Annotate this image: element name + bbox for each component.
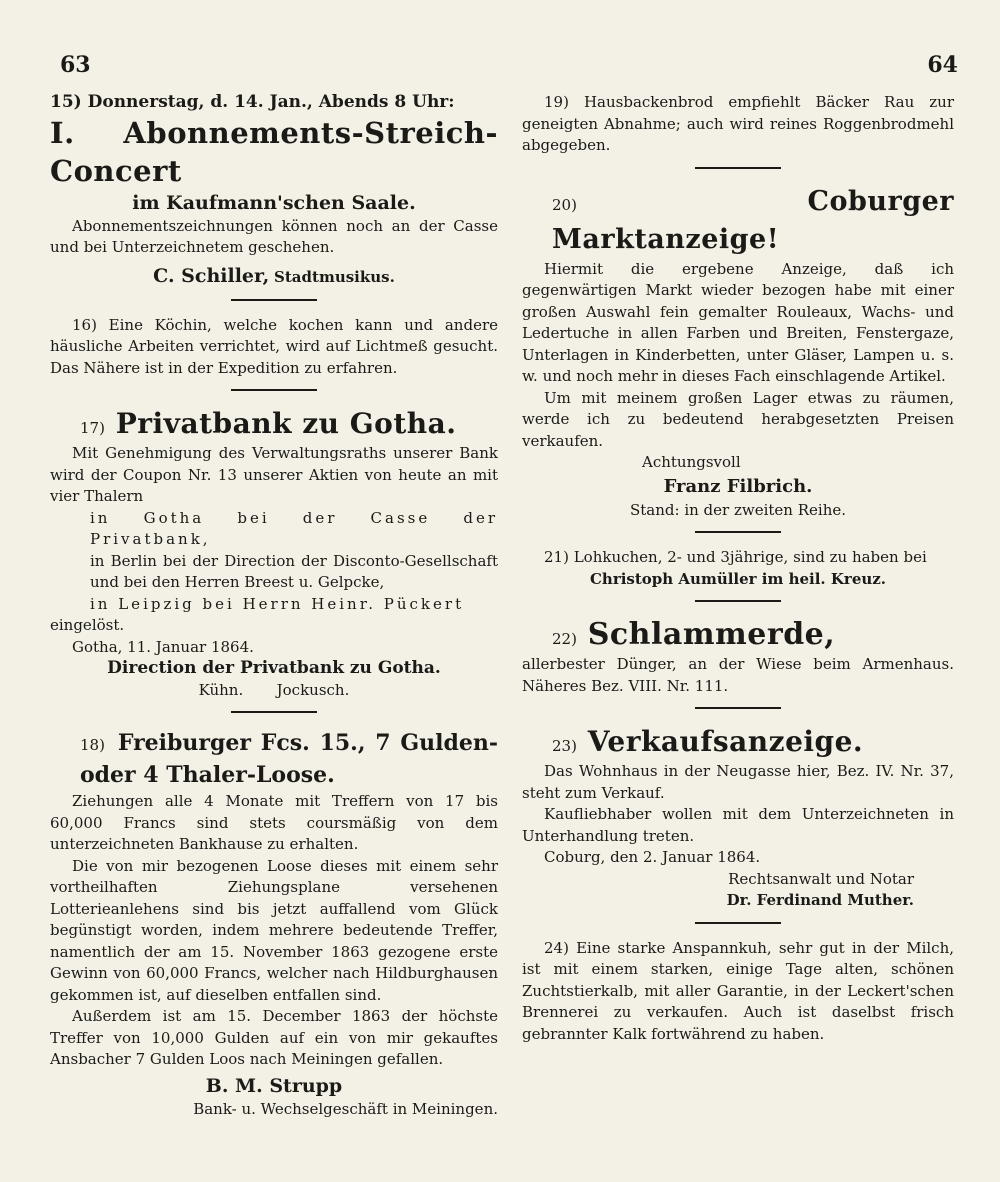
ad-20-number: 20) <box>552 195 577 214</box>
ad-17-gotha: in Gotha bei der Casse der Privatbank, <box>90 508 498 548</box>
ad-22-number: 22) <box>552 630 577 648</box>
ad-17-direction: Direction der Privatbank zu Gotha. <box>107 658 441 678</box>
ad-17-name-kuehn: Kühn. <box>198 680 244 699</box>
separator-rule <box>695 922 781 924</box>
ad-19 <box>522 92 954 157</box>
ad-20-title: Coburger Marktanzeige! <box>552 185 954 255</box>
ad-15-signer: C. Schiller, <box>153 264 270 287</box>
ad-18-para-2: Die von mir bezogenen Loose dieses mit einem sehr vortheilhaften Ziehungsplane versehenen Lotterieanlehens sind bis jetzt auffallend vom Glück begünstigt worden, indem mehrere bedeutende Treffer, namentlich der am 15. November 1863 gezogene erste Gewinn von 60,000 Francs, welcher nach Hildburghausen gekommen ist, auf dieselben entfallen sind. <box>50 856 498 1004</box>
ad-23-para-2: Kaufliebhaber wollen mit dem Unterzeichneten in Unterhandlung treten. <box>522 805 954 845</box>
ad-17-berlin: in Berlin bei der Direction der Disconto-Gesellschaft und bei den Herren Breest u. Gelpcke, <box>90 551 498 591</box>
ad-16 <box>50 315 498 380</box>
ad-16-body: 16) Eine Köchin, welche kochen kann und andere häusliche Arbeiten verrichtet, wird auf Lichtmeß gesucht. Das Nähere ist in der Expedition zu erfahren. <box>50 315 498 377</box>
page-number-right: 64 <box>927 52 958 78</box>
left-column <box>50 92 498 1124</box>
ad-23-para-1: Das Wohnhaus in der Neugasse hier, Bez. IV. Nr. 37, steht zum Verkauf. <box>522 762 954 802</box>
ad-23-date: Coburg, den 2. Januar 1864. <box>544 848 761 866</box>
ad-23-signer: Dr. Ferdinand Muther. <box>726 891 914 909</box>
ad-17 <box>50 405 498 701</box>
ad-23-role: Rechtsanwalt und Notar <box>728 869 914 888</box>
ad-18-para-3: Außerdem ist am 15. December 1863 der höchste Treffer von 10,000 Gulden auf ein von mir gekauftes Ansbacher 7 Gulden Loos nach Meiningen gefallen. <box>50 1007 498 1068</box>
separator-rule <box>231 389 317 391</box>
ad-18-firm: B. M. Strupp <box>205 1074 343 1097</box>
ad-23-title: Verkaufsanzeige. <box>587 725 864 758</box>
ad-22 <box>522 616 954 697</box>
ad-23 <box>522 723 954 912</box>
ad-18-title: Freiburger Fcs. 15., 7 Gulden- oder 4 Thaler-Loose. <box>80 730 498 788</box>
ad-19-body: 19) Hausbackenbrod empfiehlt Bäcker Rau zur geneigten Abnahme; auch wird reines Roggenbrodmehl abgegeben. <box>522 93 954 154</box>
ad-21-signer: Christoph Aumüller im heil. Kreuz. <box>589 569 887 588</box>
ad-17-number: 17) <box>80 419 105 437</box>
ad-20-para-2: Um mit meinem großen Lager etwas zu räumen, werde ich zu bedeutend herabgesetzten Preisen verkaufen. <box>522 388 954 450</box>
separator-rule <box>231 711 317 713</box>
page-number-left: 63 <box>60 52 91 78</box>
ad-20-para-1: Hiermit die ergebene Anzeige, daß ich gegenwärtigen Markt wieder bezogen habe mit einer großen Auswahl fein gemalter Rouleaux, Wachs- und Ledertuche in allen Farben und Breiten, Fenstergaze, Unterlagen in Kinderbetten, unter Gläser, Lampen u. s. w. und noch mehr in dieses Fach einschlagende Artikel. <box>522 259 954 385</box>
separator-rule <box>695 531 781 533</box>
ad-15-intro: 15) Donnerstag, d. 14. Jan., Abends 8 Uhr: <box>50 92 455 112</box>
ad-20 <box>522 183 954 522</box>
ad-17-name-jockusch: Jockusch. <box>276 680 350 699</box>
ad-17-title: Privatbank zu Gotha. <box>115 407 457 440</box>
ad-23-number: 23) <box>552 737 577 755</box>
ad-15-venue: im Kaufmann'schen Saale. <box>132 191 416 214</box>
ad-18-number: 18) <box>80 736 105 754</box>
ad-20-closing: Achtungsvoll <box>642 453 741 471</box>
ad-15 <box>50 92 498 289</box>
ad-17-leipzig: in Leipzig bei Herrn Heinr. Pückert <box>90 594 465 613</box>
ad-15-title: I. Abonnements-Streich-Concert <box>50 115 498 188</box>
ad-18-para-1: Ziehungen alle 4 Monate mit Treffern von 17 bis 60,000 Francs sind stets coursmäßig von dem unterzeichneten Bankhause zu erhalten. <box>50 792 498 853</box>
ad-21 <box>522 547 954 590</box>
right-column <box>522 92 954 1049</box>
ad-17-eingeloest: eingelöst. <box>50 616 125 634</box>
ad-22-body: allerbester Dünger, an der Wiese beim Armenhaus. Näheres Bez. VIII. Nr. 111. <box>522 655 954 695</box>
ad-20-signer: Franz Filbrich. <box>663 475 813 497</box>
ad-24 <box>522 938 954 1046</box>
separator-rule <box>231 299 317 301</box>
ad-17-date: Gotha, 11. Januar 1864. <box>72 637 254 656</box>
separator-rule <box>695 600 781 602</box>
ad-20-stand: Stand: in der zweiten Reihe. <box>630 500 846 519</box>
ad-18-firm-sub: Bank- u. Wechselgeschäft in Meiningen. <box>193 1099 498 1118</box>
separator-rule <box>695 167 781 169</box>
ad-17-text: Mit Genehmigung des Verwaltungsraths unserer Bank wird der Coupon Nr. 13 unserer Aktien von heute an mit vier Thalern <box>50 444 498 505</box>
ad-18 <box>50 727 498 1120</box>
separator-rule <box>695 707 781 709</box>
ad-24-body: 24) Eine starke Anspannkuh, sehr gut in der Milch, ist mit einem starken, einige Tage alten, schönen Zuchtstierkalb, mit aller Garantie, in der Leckert'schen Brennerei zu verkaufen. Auch ist daselbst frisch gebrannter Kalk fortwährend zu haben. <box>522 938 954 1043</box>
ad-21-body: 21) Lohkuchen, 2- und 3jährige, sind zu haben bei <box>544 548 927 566</box>
ad-15-body: Abonnementszeichnungen können noch an der Casse und bei Unterzeichnetem geschehen. <box>50 216 498 256</box>
ad-22-title: Schlammerde, <box>587 617 836 652</box>
ad-15-signer-role: Stadtmusikus. <box>274 267 395 286</box>
